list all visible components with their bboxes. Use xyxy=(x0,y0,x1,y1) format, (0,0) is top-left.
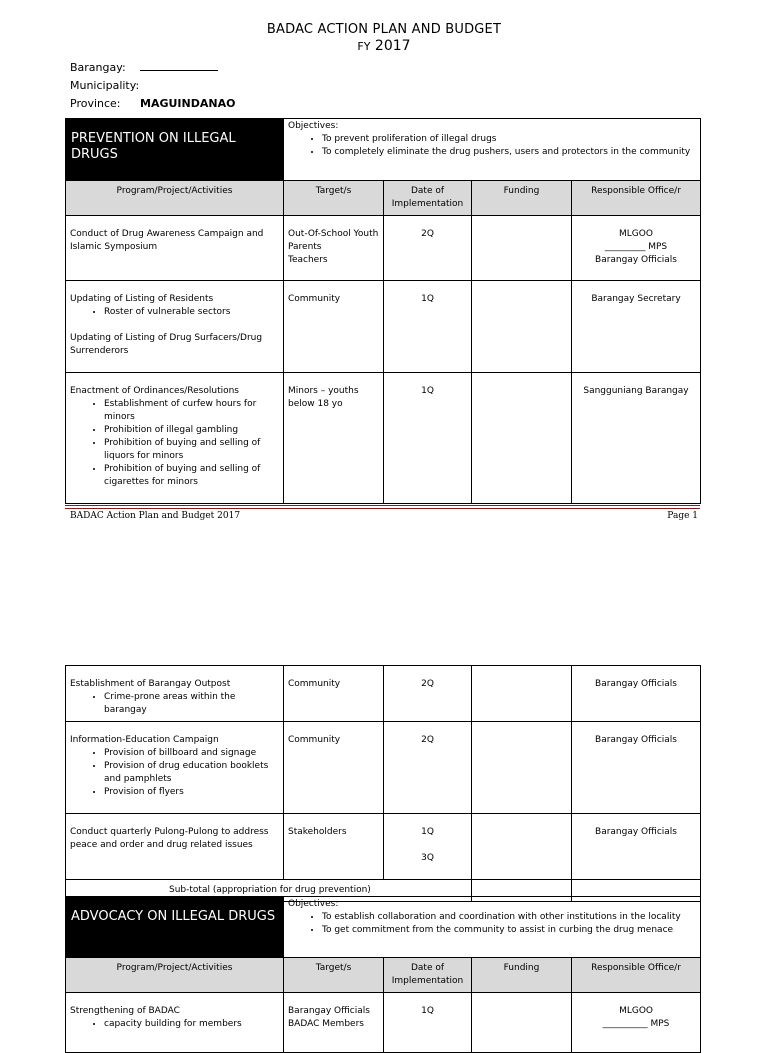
bullet-item: • Prohibition of illegal gambling xyxy=(104,424,279,437)
barangay-field xyxy=(70,61,218,74)
advocacy-section-header xyxy=(66,897,701,958)
page-title: BADAC ACTION PLAN AND BUDGET xyxy=(266,22,502,37)
date-text: 2Q xyxy=(384,722,472,814)
funding-cell[interactable] xyxy=(472,666,572,722)
province-value: MAGUINDANAO xyxy=(140,97,236,110)
table-row xyxy=(66,373,701,504)
bullet-item: • Provision of billboard and signage xyxy=(104,747,279,760)
office-text: MLGOO xyxy=(619,229,653,239)
office-text: MLGOO xyxy=(619,1006,653,1016)
col-date: Date of Implementation xyxy=(384,181,472,216)
table-row xyxy=(66,722,701,814)
objective-item: • To get commitment from the community to assist in curbing the drug menace xyxy=(322,924,696,937)
date-text: 3Q xyxy=(421,853,434,863)
target-text: Out-Of-School Youth xyxy=(288,229,379,239)
col-date: Date of Implementation xyxy=(384,958,472,993)
table-row xyxy=(66,814,701,880)
fy-prefix: FY xyxy=(357,40,371,53)
target-text: Barangay Officials xyxy=(288,1006,370,1016)
program-text: Conduct quarterly Pulong-Pulong to address peace and order and drug related issues xyxy=(70,827,269,850)
column-header-row xyxy=(66,181,701,216)
date-text: 1Q xyxy=(384,373,472,504)
program-text: Conduct of Drug Awareness Campaign and Islamic Symposium xyxy=(70,229,264,252)
funding-cell[interactable] xyxy=(472,373,572,504)
office-text: Barangay Officials xyxy=(572,666,701,722)
footer-left: BADAC Action Plan and Budget 2017 xyxy=(70,511,241,521)
bullet-item: • Provision of drug education booklets and pamphlets xyxy=(104,760,279,786)
office-text: Barangay Officials xyxy=(572,722,701,814)
col-target: Target/s xyxy=(284,958,384,993)
footer-rule xyxy=(65,505,700,506)
municipality-label: Municipality: xyxy=(70,79,140,92)
table-row xyxy=(66,666,701,722)
office-text: Sangguniang Barangay xyxy=(572,373,701,504)
target-text: Community xyxy=(284,666,384,722)
funding-cell[interactable] xyxy=(472,814,572,880)
target-text: BADAC Members xyxy=(288,1019,364,1029)
objective-item: • To establish collaboration and coordination with other institutions in the locality xyxy=(322,911,696,924)
table-row xyxy=(66,216,701,281)
advocacy-table xyxy=(65,896,701,1053)
col-program: Program/Project/Activities xyxy=(66,958,284,993)
col-office: Responsible Office/r xyxy=(572,958,701,993)
program-text: Information-Education Campaign xyxy=(70,735,219,745)
prevention-table-page1 xyxy=(65,118,701,504)
prevention-title: PREVENTION ON ILLEGAL DRUGS xyxy=(66,119,284,181)
col-office: Responsible Office/r xyxy=(572,181,701,216)
prevention-table-page2 xyxy=(65,665,701,902)
objective-item: • To prevent proliferation of illegal drugs xyxy=(322,133,696,146)
funding-cell[interactable] xyxy=(472,993,572,1053)
objective-item: • To completely eliminate the drug pushers, users and protectors in the community xyxy=(322,146,696,159)
col-funding: Funding xyxy=(472,181,572,216)
office-text: Barangay Officials xyxy=(572,814,701,880)
subtotal-label: Sub-total (appropriation for drug prevention) xyxy=(66,880,472,902)
barangay-label: Barangay: xyxy=(70,61,126,74)
prevention-section-header xyxy=(66,119,701,181)
objectives-label: Objectives: xyxy=(288,899,339,909)
footer-page-number: Page 1 xyxy=(667,511,698,521)
municipality-field xyxy=(70,79,140,92)
table-row xyxy=(66,993,701,1053)
date-text: 1Q xyxy=(384,281,472,373)
col-program: Program/Project/Activities xyxy=(66,181,284,216)
bullet-item: • Prohibition of buying and selling of cigarettes for minors xyxy=(104,463,279,489)
col-funding: Funding xyxy=(472,958,572,993)
office-text: _________ MPS xyxy=(604,242,668,252)
target-text: Minors – youths below 18 yo xyxy=(284,373,384,504)
target-text: Parents xyxy=(288,242,322,252)
date-text: 1Q xyxy=(384,993,472,1053)
date-text: 2Q xyxy=(384,216,472,281)
province-field xyxy=(70,97,235,110)
objectives-label: Objectives: xyxy=(288,121,339,131)
bullet-item: • Provision of flyers xyxy=(104,786,279,799)
office-text: Barangay Officials xyxy=(595,255,677,265)
barangay-blank[interactable] xyxy=(140,61,218,71)
bullet-item: • Prohibition of buying and selling of liquors for minors xyxy=(104,437,279,463)
advocacy-title: ADVOCACY ON ILLEGAL DRUGS xyxy=(66,897,284,958)
program-text: Updating of Listing of Drug Surfacers/Drug Surrenderors xyxy=(70,333,263,356)
target-text: Teachers xyxy=(288,255,328,265)
prevention-objectives xyxy=(284,119,701,181)
target-text: Community xyxy=(284,722,384,814)
office-text: Barangay Secretary xyxy=(572,281,701,373)
footer-rule xyxy=(65,508,700,509)
office-text: __________ MPS xyxy=(602,1019,670,1029)
province-label: Province: xyxy=(70,97,121,110)
funding-cell[interactable] xyxy=(472,281,572,373)
bullet-item: • Roster of vulnerable sectors xyxy=(104,306,279,319)
program-text: Enactment of Ordinances/Resolutions xyxy=(70,386,240,396)
date-text: 1Q xyxy=(421,827,434,837)
date-text: 2Q xyxy=(384,666,472,722)
bullet-item: • capacity building for members xyxy=(104,1018,279,1031)
column-header-row xyxy=(66,958,701,993)
funding-cell[interactable] xyxy=(472,216,572,281)
bullet-item: • Establishment of curfew hours for minors xyxy=(104,398,279,424)
advocacy-objectives xyxy=(284,897,701,958)
program-text: Strengthening of BADAC xyxy=(70,1006,180,1016)
table-row xyxy=(66,281,701,373)
bullet-item: • Crime-prone areas within the barangay xyxy=(104,691,279,717)
program-text: Updating of Listing of Residents xyxy=(70,294,214,304)
col-target: Target/s xyxy=(284,181,384,216)
target-text: Stakeholders xyxy=(284,814,384,880)
fiscal-year xyxy=(0,38,768,54)
fy-year: 2017 xyxy=(374,38,411,54)
funding-cell[interactable] xyxy=(472,722,572,814)
program-text: Establishment of Barangay Outpost xyxy=(70,679,231,689)
target-text: Community xyxy=(284,281,384,373)
